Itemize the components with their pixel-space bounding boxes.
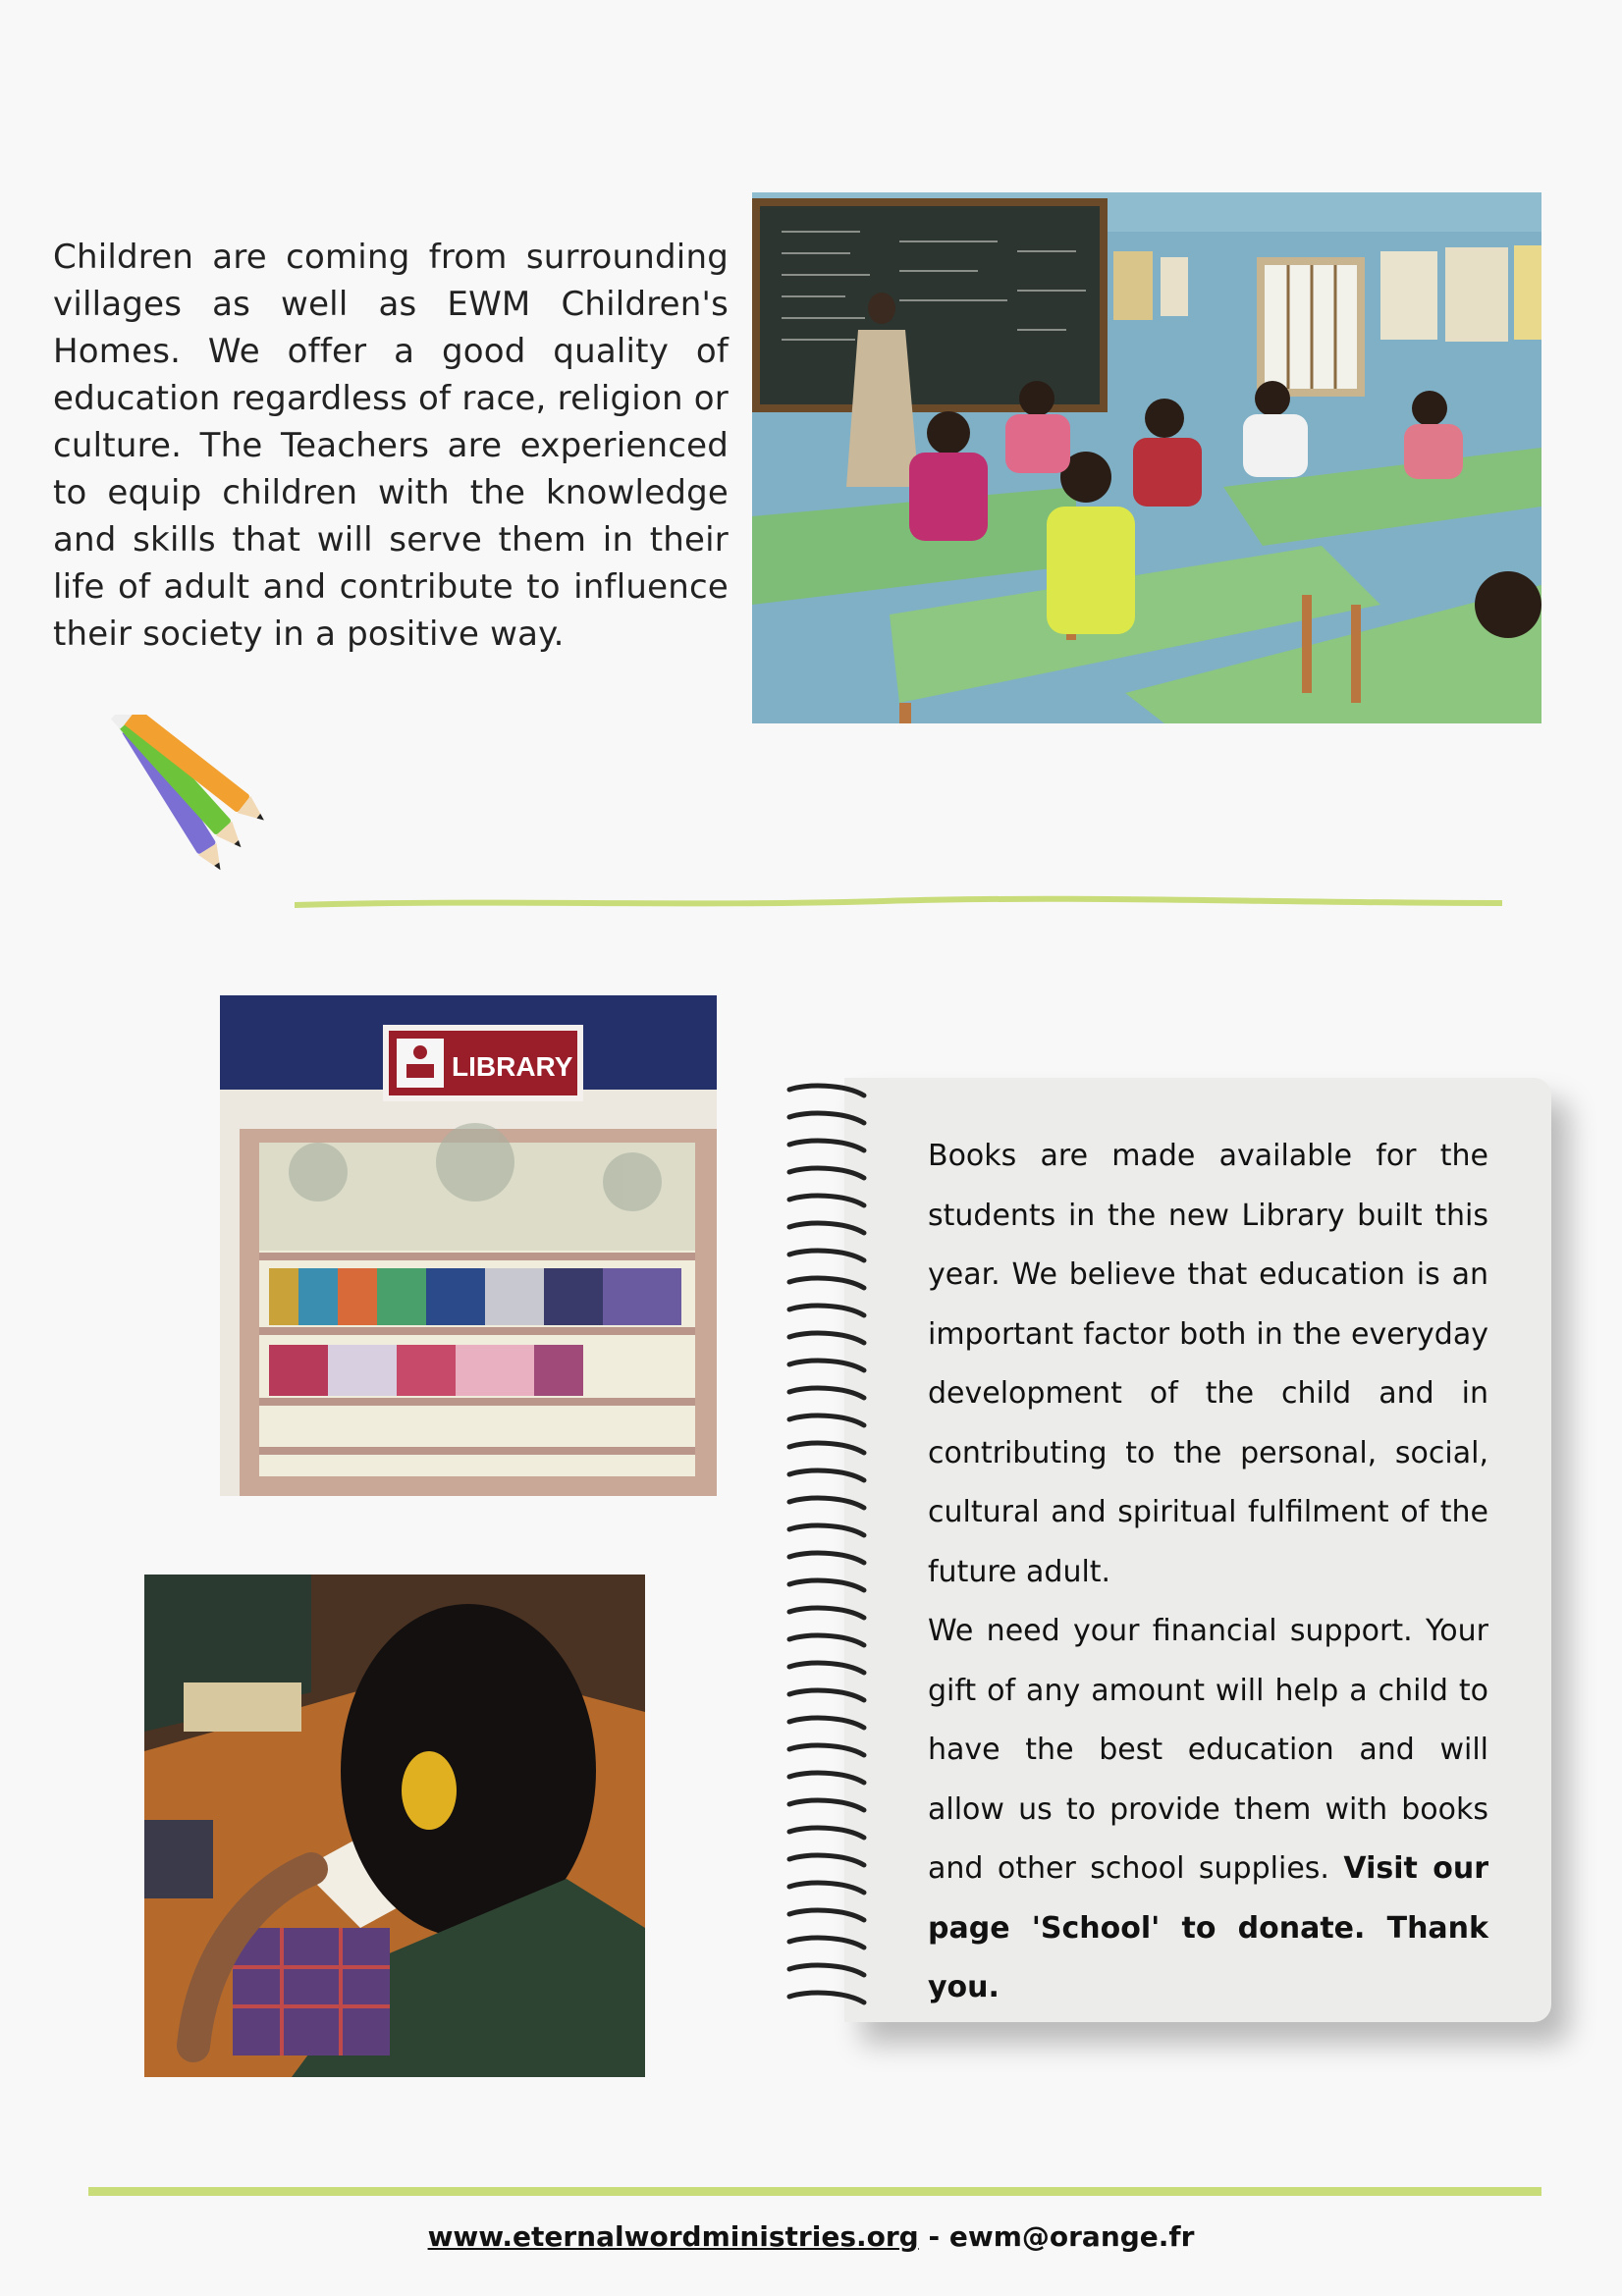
website-link[interactable]: www.eternalwordministries.org <box>427 2220 919 2253</box>
notebook-card <box>785 1078 1579 2038</box>
footer-divider <box>88 2187 1541 2196</box>
library-photo <box>220 995 717 1496</box>
spiral-ring <box>789 1690 864 1700</box>
spiral-ring <box>789 1718 864 1728</box>
donation-call-to-action: Visit our page 'School' to donate. Thank you. <box>928 1851 1488 2004</box>
spiral-ring <box>789 1855 864 1865</box>
spiral-ring <box>789 1196 864 1205</box>
spiral-ring <box>789 1086 864 1095</box>
spiral-ring <box>789 1113 864 1123</box>
spiral-ring <box>789 1745 864 1755</box>
spiral-ring <box>789 1800 864 1810</box>
library-paragraph: Books are made available for the students in the new Library built this year. We believe that education is an important factor both in the everyday development of the child and in contributing to the personal, social, cultural and spiritual fulfilment of the future adult. <box>928 1139 1488 1589</box>
spiral-ring <box>789 1525 864 1535</box>
spiral-ring <box>789 1470 864 1480</box>
spiral-ring <box>789 1251 864 1260</box>
spiral-ring <box>789 1883 864 1893</box>
spiral-ring <box>789 1608 864 1618</box>
donation-text: We need your financial support. Your gift of any amount will help a child to have the best education and will allow us to provide them with books and other school supplies. <box>928 1614 1488 1886</box>
spiral-ring <box>789 1415 864 1425</box>
spiral-ring <box>789 1278 864 1288</box>
spiral-ring <box>789 1141 864 1150</box>
spiral-ring <box>789 1828 864 1838</box>
spiral-ring <box>789 1773 864 1783</box>
spiral-ring <box>789 1993 864 2002</box>
footer <box>0 2220 1622 2253</box>
reading-photo <box>144 1575 645 2077</box>
spiral-ring <box>789 1580 864 1590</box>
spiral-ring <box>789 1663 864 1673</box>
spiral-ring <box>789 1388 864 1398</box>
spiral-binding <box>785 1078 874 2038</box>
spiral-ring <box>789 1168 864 1178</box>
spiral-ring <box>789 1910 864 1920</box>
footer-separator: - <box>918 2220 949 2253</box>
spiral-ring <box>789 1361 864 1370</box>
spiral-ring <box>789 1306 864 1315</box>
classroom-photo <box>752 192 1541 723</box>
spiral-ring <box>789 1635 864 1645</box>
intro-paragraph: Children are coming from surrounding villages as well as EWM Children's Homes. We offer a good quality of education regardless of race, religion or culture. The Teachers are experienced to equip children with the knowledge and skills that will serve them in their life of adult and contribute to influence their society in a positive way. <box>53 238 729 654</box>
email-link[interactable]: ewm@orange.fr <box>948 2220 1195 2253</box>
library-sign-text: LIBRARY <box>452 1051 573 1082</box>
pencils-illustration <box>98 715 314 911</box>
green-divider <box>295 895 1502 913</box>
spiral-ring <box>789 1938 864 1948</box>
notebook-text <box>928 1127 1488 2018</box>
spiral-ring <box>789 1553 864 1563</box>
donation-paragraph <box>928 1602 1488 2018</box>
spiral-ring <box>789 1333 864 1343</box>
spiral-ring <box>789 1965 864 1975</box>
spiral-ring <box>789 1443 864 1453</box>
spiral-ring <box>789 1498 864 1508</box>
spiral-ring <box>789 1223 864 1233</box>
